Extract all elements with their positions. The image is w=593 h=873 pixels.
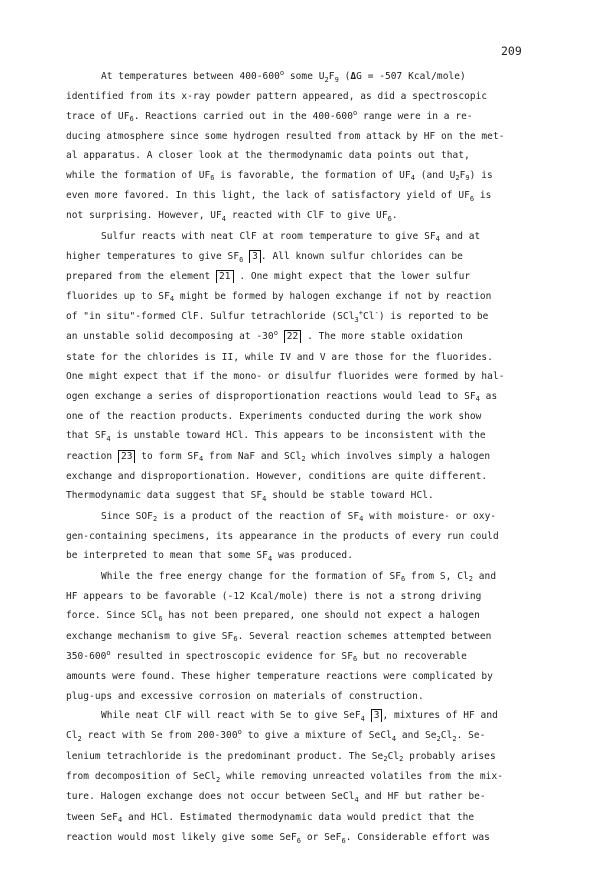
text-run: ducing atmosphere since some hydrogen resulted from attack by HF on the met- bbox=[66, 131, 505, 143]
subscript: 2 bbox=[324, 75, 329, 84]
text-line bbox=[66, 367, 526, 386]
text-line bbox=[66, 407, 526, 426]
text-run: G = -507 Kcal/mole) bbox=[356, 71, 466, 82]
text-run: (and U bbox=[414, 169, 456, 181]
text-line bbox=[66, 387, 526, 407]
subscript: 4 bbox=[262, 494, 267, 503]
subscript: 6 bbox=[158, 614, 163, 623]
text-run: Cl bbox=[363, 311, 375, 323]
subscript: 2 bbox=[383, 755, 388, 764]
text-run: or SeF bbox=[301, 832, 342, 844]
text-run: While neat ClF will react with Se to give SeF bbox=[101, 710, 361, 721]
subscript: 2 bbox=[152, 515, 158, 524]
text-run: plug-ups and excessive corrosion on materials of construction. bbox=[66, 690, 424, 702]
reference-bracket: 3 bbox=[249, 250, 261, 263]
subscript: 2 bbox=[468, 575, 474, 584]
subscript: 6 bbox=[296, 836, 302, 845]
text-run: Cl bbox=[440, 730, 453, 742]
text-run: to give a mixture of SeCl bbox=[241, 730, 392, 742]
text-run: exchange and disproportionation. However, conditions are quite different. bbox=[66, 470, 488, 482]
paragraph bbox=[66, 567, 526, 706]
subscript: 2 bbox=[216, 775, 221, 784]
superscript: o bbox=[237, 728, 242, 737]
text-line bbox=[66, 808, 526, 828]
subscript: 2 bbox=[436, 734, 441, 743]
text-line bbox=[66, 247, 526, 267]
reference-bracket: 21 bbox=[216, 270, 234, 283]
subscript: 2 bbox=[301, 455, 306, 464]
text-run: fluorides up to SF bbox=[66, 290, 170, 302]
superscript: o bbox=[352, 108, 358, 117]
text-line bbox=[66, 107, 526, 127]
text-run: from S, Cl bbox=[405, 570, 469, 582]
text-line bbox=[66, 546, 526, 566]
text-run: is a product of the reaction of SF bbox=[157, 510, 360, 522]
text-run: which involves simply a halogen bbox=[305, 450, 491, 462]
text-run: has not been prepared, one should not expect a halogen bbox=[162, 610, 480, 622]
text-line bbox=[66, 307, 526, 327]
text-run: and Se bbox=[396, 730, 437, 742]
subscript: 4 bbox=[391, 734, 397, 743]
text-run: exchange mechanism to give SF bbox=[66, 630, 234, 642]
text-run: While the free energy change for the formation of SF bbox=[101, 570, 402, 582]
text-line bbox=[66, 747, 526, 767]
text-run: to form SF bbox=[135, 450, 199, 462]
subscript: 6 bbox=[387, 214, 392, 223]
subscript: 4 bbox=[354, 795, 359, 804]
subscript: 2 bbox=[452, 734, 457, 743]
text-run: be interpreted to mean that some SF bbox=[66, 550, 268, 562]
text-run: ture. Halogen exchange does not occur between SeCl bbox=[66, 791, 355, 803]
text-run: tween SeF bbox=[66, 811, 118, 823]
reference-bracket: 23 bbox=[118, 450, 136, 463]
reference-bracket: 22 bbox=[284, 330, 302, 343]
superscript: o bbox=[106, 648, 111, 657]
text-run: not surprising. However, UF bbox=[66, 210, 222, 222]
text-line bbox=[66, 348, 526, 367]
text-run: state for the chlorides is II, while IV and V are those for the fluorides. bbox=[66, 351, 493, 363]
text-run: . Se- bbox=[456, 730, 486, 742]
text-line bbox=[66, 467, 526, 486]
text-line bbox=[66, 186, 526, 206]
text-run: higher temperatures to give SF bbox=[66, 251, 240, 263]
text-run: . bbox=[391, 210, 398, 222]
paragraph bbox=[66, 227, 526, 507]
text-run: and bbox=[473, 570, 497, 582]
text-line bbox=[66, 146, 526, 165]
text-run: ) is reported to be bbox=[378, 311, 489, 323]
text-run: . The more stable oxidation bbox=[301, 331, 463, 343]
text-line bbox=[66, 327, 526, 347]
text-line bbox=[66, 206, 526, 226]
text-line bbox=[66, 127, 526, 146]
subscript: 4 bbox=[360, 714, 365, 723]
text-run: probably arises bbox=[403, 750, 496, 762]
text-run: some U bbox=[284, 71, 325, 82]
text-run: from decomposition of SeCl bbox=[66, 771, 217, 783]
subscript: 6 bbox=[233, 635, 238, 644]
subscript: 4 bbox=[106, 434, 111, 443]
text-run: force. Since SCl bbox=[66, 610, 159, 622]
text-run: Since SOF bbox=[101, 510, 153, 522]
text-run: reaction bbox=[66, 450, 118, 462]
text-line bbox=[66, 87, 526, 106]
text-run: . One might expect that the lower sulfur bbox=[233, 271, 471, 283]
superscript: o bbox=[273, 329, 278, 338]
reference-bracket: 3 bbox=[371, 709, 383, 722]
text-run: even more favored. In this light, the lack of satisfactory yield of UF bbox=[66, 190, 470, 202]
text-run: react with Se from 200-300 bbox=[81, 730, 238, 742]
subscript: 6 bbox=[469, 194, 475, 203]
text-line bbox=[66, 486, 526, 506]
text-run: ogen exchange a series of disproportionation reactions would lead to SF bbox=[66, 390, 476, 402]
text-run: trace of UF bbox=[66, 110, 130, 122]
text-run: ( bbox=[338, 71, 351, 82]
subscript: 2 bbox=[399, 755, 404, 764]
subscript: 4 bbox=[410, 174, 415, 183]
text-line bbox=[66, 828, 526, 848]
text-line bbox=[66, 426, 526, 446]
text-run: One might expect that if the mono- or disulfur fluorides were formed by hal- bbox=[66, 371, 505, 383]
text-line bbox=[66, 667, 526, 686]
text-run: reacted with ClF to give UF bbox=[226, 210, 388, 222]
text-line bbox=[66, 227, 526, 247]
page-number: 209 bbox=[501, 44, 522, 58]
text-line bbox=[66, 767, 526, 787]
text-run: . Reactions carried out in the 400-600 bbox=[133, 110, 353, 122]
subscript: 4 bbox=[359, 515, 364, 524]
text-line bbox=[66, 447, 526, 467]
subscript: 4 bbox=[475, 395, 480, 403]
text-line bbox=[66, 706, 526, 726]
text-run: HF appears to be favorable (-12 Kcal/mole) there is not a strong driving bbox=[66, 590, 482, 602]
subscript: 4 bbox=[169, 295, 175, 304]
superscript: + bbox=[358, 309, 364, 318]
subscript: 4 bbox=[267, 554, 273, 563]
text-line bbox=[66, 567, 526, 587]
superscript: - bbox=[374, 309, 379, 318]
text-run: Sulfur reacts with neat ClF at room temperature to give SF bbox=[101, 230, 436, 242]
text-run: ) is bbox=[469, 169, 493, 181]
text-run: is unstable toward HCl. This appears to be inconsistent with the bbox=[110, 430, 486, 442]
delta-symbol: Δ bbox=[350, 71, 357, 82]
text-run: reaction would most likely give some SeF bbox=[66, 832, 297, 844]
paragraph bbox=[66, 706, 526, 848]
text-run: al apparatus. A closer look at the thermodynamic data points out that, bbox=[66, 150, 470, 162]
text-run: 350-600 bbox=[66, 650, 107, 662]
text-run: . All known sulfur chlorides can be bbox=[260, 251, 463, 263]
text-run: of "in situ"-formed ClF. Sulfur tetrachloride (SCl bbox=[66, 311, 355, 323]
text-line bbox=[66, 587, 526, 606]
text-line bbox=[66, 287, 526, 307]
text-line bbox=[66, 687, 526, 706]
text-run: is favorable, the formation of UF bbox=[214, 169, 411, 181]
text-run: Cl bbox=[387, 750, 400, 762]
text-line bbox=[66, 507, 526, 527]
text-line bbox=[66, 67, 526, 87]
subscript: 9 bbox=[334, 75, 339, 84]
text-line bbox=[66, 787, 526, 807]
subscript: 4 bbox=[435, 235, 440, 244]
body-text bbox=[66, 67, 526, 848]
text-run: identified from its x-ray powder pattern appeared, as did a spectroscopic bbox=[66, 91, 488, 103]
subscript: 9 bbox=[465, 174, 470, 183]
text-run: and HF but rather be- bbox=[358, 791, 486, 803]
subscript: 4 bbox=[117, 816, 123, 825]
subscript: 6 bbox=[401, 575, 406, 584]
subscript: 6 bbox=[239, 255, 244, 264]
text-line bbox=[66, 527, 526, 546]
text-run: F bbox=[459, 169, 466, 181]
text-run: while removing unreacted volatiles from the mix- bbox=[220, 771, 503, 783]
text-line bbox=[66, 726, 526, 746]
text-run: resulted in spectroscopic evidence for SF bbox=[110, 650, 353, 662]
subscript: 2 bbox=[455, 174, 460, 183]
paragraph bbox=[66, 67, 526, 227]
text-run: should be stable toward HCl. bbox=[266, 490, 434, 502]
subscript: 3 bbox=[354, 315, 359, 324]
text-run: range were in a re- bbox=[357, 110, 473, 122]
text-run: while the formation of UF bbox=[66, 169, 211, 181]
text-run: , mixtures of HF and bbox=[382, 710, 498, 721]
text-run: is bbox=[474, 190, 492, 202]
subscript: 6 bbox=[352, 655, 358, 664]
text-line bbox=[66, 606, 526, 626]
superscript: o bbox=[279, 69, 285, 77]
subscript: 6 bbox=[210, 174, 215, 183]
text-run: prepared from the element bbox=[66, 271, 217, 283]
text-run: amounts were found. These higher temperature reactions were complicated by bbox=[66, 671, 493, 683]
text-line bbox=[66, 166, 526, 186]
text-run: as bbox=[479, 390, 498, 402]
text-run: Thermodynamic data suggest that SF bbox=[66, 490, 263, 502]
text-run: Cl bbox=[66, 730, 78, 742]
subscript: 4 bbox=[198, 455, 204, 464]
text-run: was produced. bbox=[272, 550, 353, 562]
text-run: an unstable solid decomposing at -30 bbox=[66, 331, 274, 343]
text-run: one of the reaction products. Experiments conducted during the work show bbox=[66, 410, 482, 422]
subscript: 2 bbox=[77, 734, 82, 743]
text-line bbox=[66, 267, 526, 286]
text-run: and at bbox=[439, 230, 481, 242]
text-run: . Several reaction schemes attempted between bbox=[237, 630, 492, 642]
text-run: gen-containing specimens, its appearance in the products of every run could bbox=[66, 530, 499, 542]
text-run: and HCl. Estimated thermodynamic data would predict that the bbox=[122, 811, 475, 823]
text-line bbox=[66, 627, 526, 647]
text-run: with moisture- or oxy- bbox=[363, 510, 497, 522]
text-run: from NaF and SCl bbox=[203, 450, 302, 462]
text-run: might be formed by halogen exchange if not by reaction bbox=[174, 290, 492, 302]
text-run: but no recoverable bbox=[357, 650, 467, 662]
text-run: F bbox=[328, 71, 335, 82]
text-run: At temperatures between 400-600 bbox=[101, 71, 280, 82]
text-line bbox=[66, 647, 526, 667]
subscript: 6 bbox=[341, 836, 346, 845]
text-run: . Considerable effort was bbox=[345, 832, 490, 844]
paragraph bbox=[66, 507, 526, 567]
subscript: 4 bbox=[221, 214, 227, 223]
subscript: 6 bbox=[129, 115, 134, 124]
text-run: lenium tetrachloride is the predominant product. The Se bbox=[66, 750, 384, 762]
text-run: that SF bbox=[66, 430, 107, 442]
